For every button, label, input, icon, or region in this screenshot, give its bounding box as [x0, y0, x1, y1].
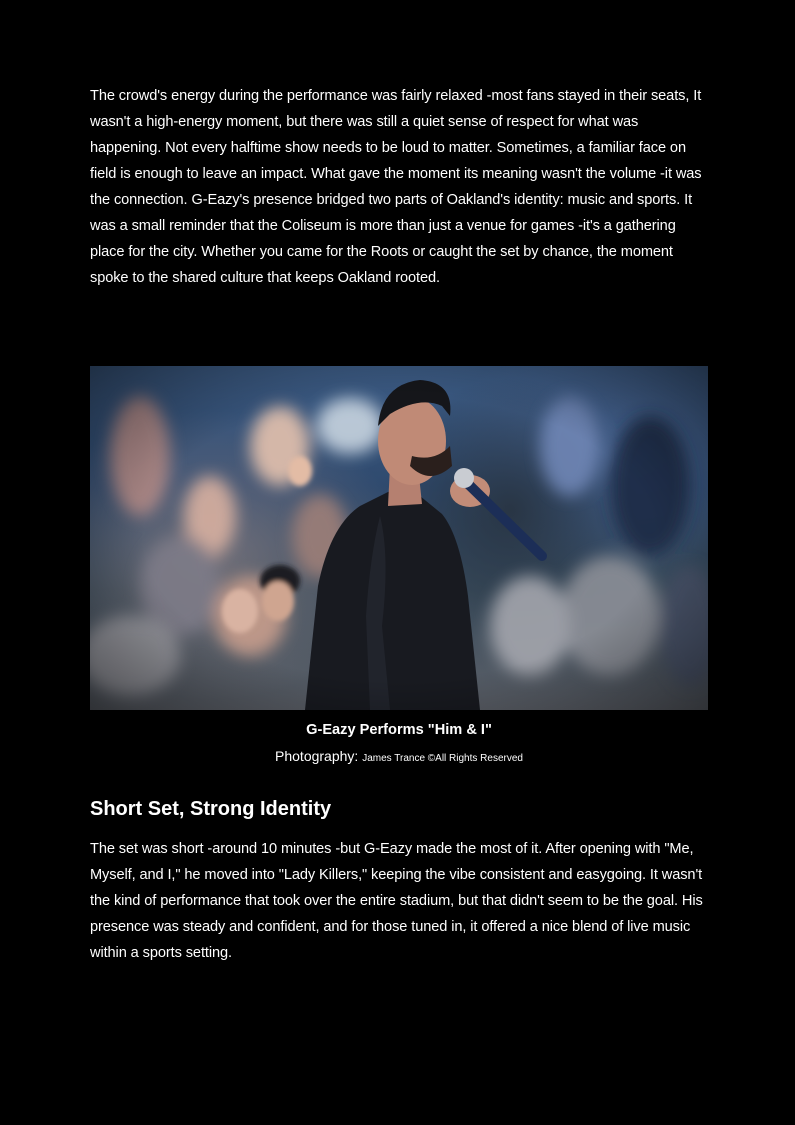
photo-caption: G-Eazy Performs "Him & I" [306, 722, 492, 738]
intro-paragraph: The crowd's energy during the performance was fairly relaxed -most fans stayed in their seats, It wasn't a high-energy moment, but there was still a quiet sense of respect for what was happening. Not every halftime show needs to be loud to matter. Sometimes, a familiar face on field is enough to leave an impact. What gave the moment its meaning wasn't the volume -it was the connection. G-Eazy's presence bridged two parts of Oakland's identity: music and sports. It was a small reminder that the Coliseum is more than just a venue for games -it's a gathering place for the city. Whether you came for the Roots or caught the set by chance, the moment spoke to the shared culture that keeps Oakland rooted. [90, 88, 702, 286]
section-paragraph: The set was short -around 10 minutes -but G-Eazy made the most of it. After opening with "Me, Myself, and I," he moved into "Lady Killers," keeping the vibe consistent and easygoing. It wasn't the kind of performance that took over the entire stadium, but that didn't seem to be the goal. His presence was steady and confident, and for those tuned in, it offered a nice blend of live music within a sports setting. [90, 841, 703, 961]
credit-label: Photography: [275, 748, 359, 764]
credit-name: James Trance ©All Rights Reserved [362, 753, 523, 764]
photo-illustration [90, 366, 708, 710]
performance-photo [90, 366, 708, 710]
photo-credit [90, 746, 708, 769]
section-heading: Short Set, Strong Identity [90, 798, 332, 820]
